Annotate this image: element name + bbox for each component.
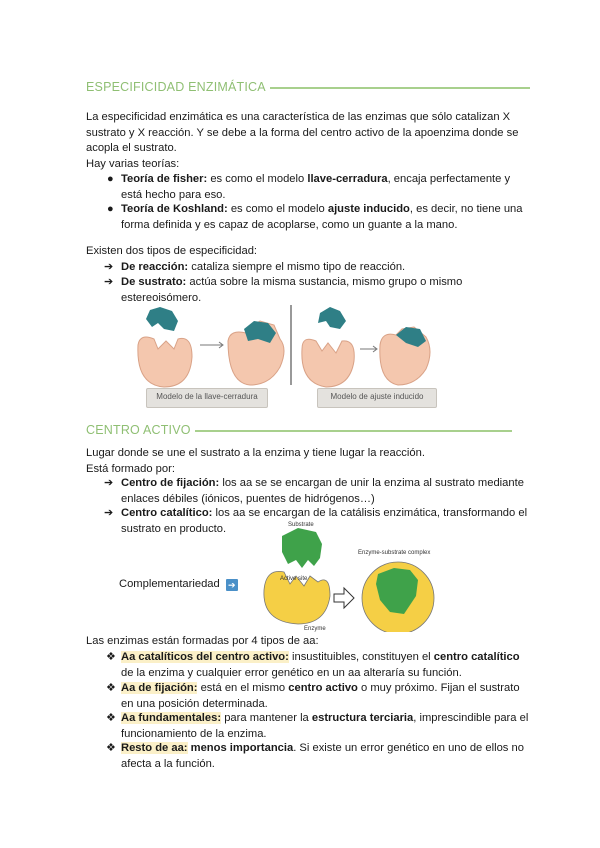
highlighted-term: Aa de fijación:: [121, 682, 198, 694]
text: cataliza siempre el mismo tipo de reacción.: [188, 261, 406, 273]
text: insustituibles, constituyen el: [288, 651, 434, 663]
section-heading-centro-activo: [86, 423, 512, 439]
specificity-models-figure: [130, 305, 437, 411]
arrow-icon: ➔: [104, 276, 114, 288]
diamond-bullet-icon: ❖: [106, 742, 116, 754]
arrow-icon: ➔: [104, 477, 114, 489]
term: Centro de fijación:: [121, 477, 220, 489]
bold-text: estructura terciaria: [311, 712, 414, 724]
text-line: Lugar donde se une el sustrato a la enzima y tiene lugar la reacción.: [86, 447, 425, 459]
types-aa-intro: Las enzimas están formadas por 4 tipos de aa:: [86, 635, 319, 647]
list-item-fisher: [121, 172, 531, 203]
intro-paragraph: [86, 110, 526, 172]
text-line: forma definida y es capaz de acoplarse, como un guante a la mano.: [121, 218, 458, 231]
list-item-aa-fijacion: [121, 681, 541, 712]
section-heading-especificidad: [86, 80, 530, 96]
bold-text: centro activo: [288, 682, 358, 694]
heading-rule: [270, 87, 530, 89]
highlighted-term: Resto de aa:: [121, 742, 188, 754]
text-line: funcionamiento de la enzima.: [121, 727, 267, 740]
active-site-label: Active site: [280, 576, 308, 582]
enzyme-substrate-diagram: [254, 518, 440, 632]
list-item-aa-cataliticos: [121, 650, 541, 681]
complex-label: Enzyme-substrate complex: [358, 550, 431, 556]
bold-text: menos importancia: [187, 742, 294, 754]
section-title: CENTRO ACTIVO: [86, 423, 191, 437]
text: actúa sobre la misma sustancia, mismo grupo o mismo: [186, 276, 463, 288]
text-line: Está formado por:: [86, 462, 175, 475]
term: Centro catalítico:: [121, 507, 213, 519]
text-line: de la enzima y cualquier error genético en un aa alteraría su función.: [121, 666, 462, 679]
text: , es decir, no tiene una: [409, 203, 523, 215]
enzyme-shape: [138, 337, 192, 387]
centro-activo-intro: [86, 446, 526, 477]
list-item-reaccion: [121, 260, 531, 276]
arrow-icon: ➔: [104, 261, 114, 273]
diamond-bullet-icon: ❖: [106, 651, 116, 663]
text: los aa se se encargan de unir la enzima al sustrato mediante: [219, 477, 524, 489]
bullet-icon: ●: [107, 173, 114, 185]
highlighted-term: Aa catalíticos del centro activo:: [121, 651, 289, 663]
list-item-sustrato: [121, 275, 531, 306]
text-line: sustrato y X reacción. Y se debe a la forma del centro activo de la apoenzima donde se: [86, 126, 519, 139]
text-line: Hay varias teorías:: [86, 157, 180, 170]
diamond-bullet-icon: ❖: [106, 712, 116, 724]
caption-llave-cerradura: [146, 388, 268, 408]
text: , imprescindible para el: [413, 712, 529, 724]
list-item-aa-fundamentales: [121, 711, 541, 742]
term: De reacción:: [121, 261, 189, 273]
types-intro: Existen dos tipos de especificidad:: [86, 245, 258, 257]
text-line: sustrato en producto.: [121, 522, 227, 535]
text: , encaja perfectamente y: [387, 173, 511, 185]
term: Teoría de Koshland:: [121, 203, 228, 215]
enzyme-label: Enzyme: [304, 626, 326, 632]
text-line: afecta a la función.: [121, 757, 215, 770]
caption-text: Modelo de la llave-cerradura: [156, 392, 258, 401]
list-item-fijacion: [121, 476, 531, 507]
text-line: acopla el sustrato.: [86, 142, 177, 154]
text: . Si existe un error genético en uno de ellos no: [293, 742, 524, 754]
text-line: está hecho para eso.: [121, 188, 226, 201]
text-line: La especificidad enzimática es una característica de las enzimas que sólo catalizan X: [86, 111, 511, 123]
text: o muy próximo. Fijan el sustrato: [357, 682, 520, 694]
term: De sustrato:: [121, 276, 187, 288]
label-text: Complementariedad: [119, 578, 220, 590]
text: para mantener la: [221, 712, 312, 724]
list-item-koshland: [121, 202, 531, 233]
section-title: ESPECIFICIDAD ENZIMÁTICA: [86, 80, 266, 94]
reaction-arrow-icon: [334, 588, 354, 608]
heading-rule: [195, 430, 512, 432]
substrate-shape: [282, 528, 322, 568]
text: es como el modelo: [227, 203, 328, 215]
diamond-bullet-icon: ❖: [106, 682, 116, 694]
bold-text: ajuste inducido: [327, 203, 410, 215]
list-item-resto-aa: [121, 741, 541, 772]
text-line: en una posición determinada.: [121, 697, 268, 710]
text-line: estereoisómero.: [121, 291, 202, 304]
text: está en el mismo: [197, 682, 289, 694]
highlighted-term: Aa fundamentales:: [121, 712, 222, 724]
text: es como el modelo: [207, 173, 308, 185]
caption-ajuste-inducido: [317, 388, 437, 408]
bold-text: llave-cerradura: [307, 173, 388, 185]
substrate-label: Substrate: [288, 522, 314, 528]
text-line: enlaces débiles (iónicos, puentes de hidrógenos…): [121, 492, 375, 505]
arrow-icon: ➔: [104, 507, 114, 519]
text: los aa se encargan de la catálisis enzimática, transformando el: [212, 507, 528, 519]
term: Teoría de fisher:: [121, 173, 208, 185]
caption-text: Modelo de ajuste inducido: [330, 392, 424, 401]
arrow-right-icon: ➔: [226, 579, 238, 591]
bullet-icon: ●: [107, 203, 114, 215]
complementariedad-label: [119, 577, 238, 593]
bold-text: centro catalítico: [433, 651, 520, 663]
